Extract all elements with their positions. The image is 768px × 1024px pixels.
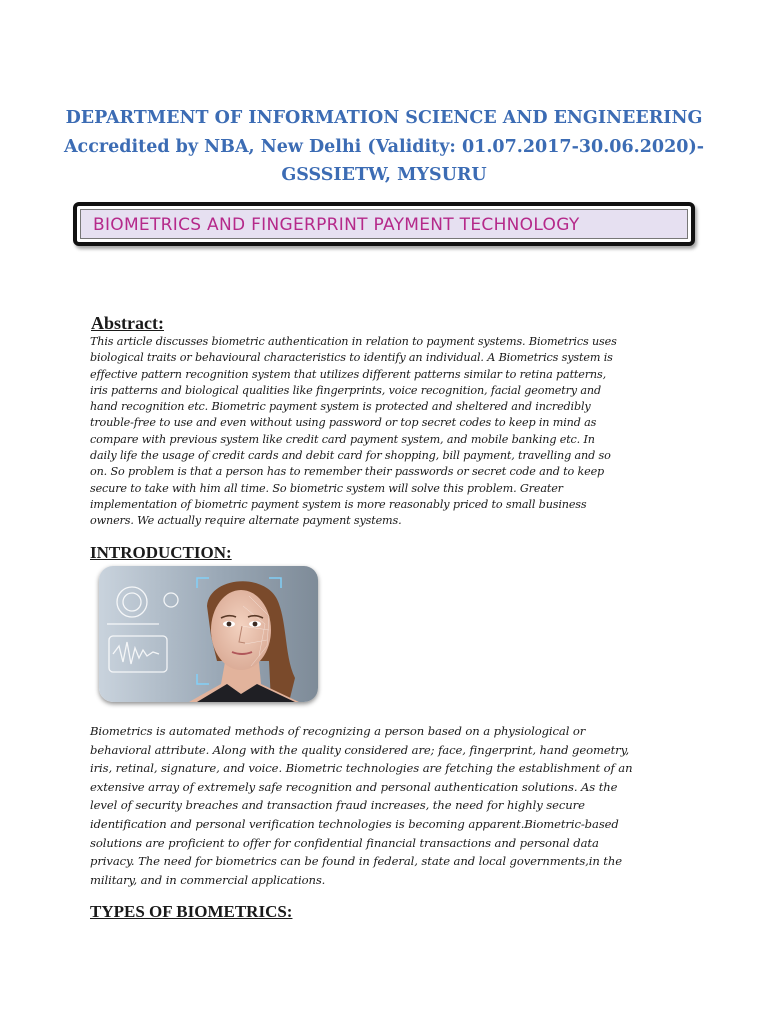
abstract-line: biological traits or behavioural characteristics to identify an individual. A Biometrics system is: [90, 351, 613, 365]
abstract-line: daily life the usage of credit cards and debit card for shopping, bill payment, travelling and so: [90, 449, 611, 463]
abstract-line: owners. We actually require alternate payment systems.: [90, 514, 402, 528]
abstract-line: implementation of biometric payment system is more reasonably priced to small business: [90, 497, 587, 511]
abstract-line: This article discusses biometric authentication in relation to payment systems. Biometrics uses: [90, 335, 617, 348]
accreditation-line: Accredited by NBA, New Delhi (Validity: 01.07.2017-30.06.2020)-: [63, 136, 704, 157]
introduction-paragraph: [90, 722, 690, 889]
abstract-line: effective pattern recognition system that utilizes different patterns similar to retina patterns,: [90, 367, 606, 381]
abstract-line: trouble-free to use and even without using password or top secret codes to keep in mind as: [90, 416, 597, 430]
abstract-line: compare with previous system like credit card payment system, and mobile banking etc. In: [90, 432, 595, 446]
department-header: [0, 104, 768, 190]
intro-line: iris, retinal, signature, and voice. Biometric technologies are fetching the establishment of an: [90, 761, 633, 776]
intro-line: behavioral attribute. Along with the quality considered are; face, fingerprint, hand geometry,: [90, 742, 630, 757]
title-banner: [73, 202, 695, 246]
introduction-heading: INTRODUCTION:: [90, 543, 232, 562]
intro-line: Biometrics is automated methods of recognizing a person based on a physiological or: [90, 724, 586, 738]
intro-line: identification and personal verification technologies is becoming apparent.Biometric-based: [90, 816, 619, 831]
abstract-line: iris patterns and biological qualities like fingerprints, voice recognition, facial geometry and: [90, 383, 601, 397]
intro-line: solutions are proficient to offer for confidential financial transactions and personal data: [90, 835, 599, 850]
department-name: DEPARTMENT OF INFORMATION SCIENCE AND ENGINEERING: [65, 108, 703, 128]
intro-line: level of security breaches and transaction fraud increases, the need for highly secure: [90, 798, 585, 813]
abstract-line: hand recognition etc. Biometric payment system is protected and sheltered and incredibly: [90, 400, 591, 414]
institution-name: GSSSIETW, MYSURU: [281, 165, 487, 185]
abstract-paragraph: [90, 334, 690, 530]
abstract-line: on. So problem is that a person has to remember their passwords or secret code and to keep: [90, 465, 605, 479]
document-title: BIOMETRICS AND FINGERPRINT PAYMENT TECHNOLOGY: [80, 209, 688, 239]
abstract-line: secure to take with him all time. So biometric system will solve this problem. Greater: [90, 481, 563, 495]
types-heading: TYPES OF BIOMETRICS:: [90, 902, 293, 921]
intro-line: extensive array of extremely safe recognition and personal authentication solutions. As the: [90, 779, 618, 794]
intro-line: privacy. The need for biometrics can be found in federal, state and local governments,in the: [90, 854, 622, 869]
abstract-heading: Abstract:: [91, 313, 164, 333]
intro-line: military, and in commercial applications.: [90, 872, 326, 887]
face-scan-illustration: [99, 566, 318, 702]
